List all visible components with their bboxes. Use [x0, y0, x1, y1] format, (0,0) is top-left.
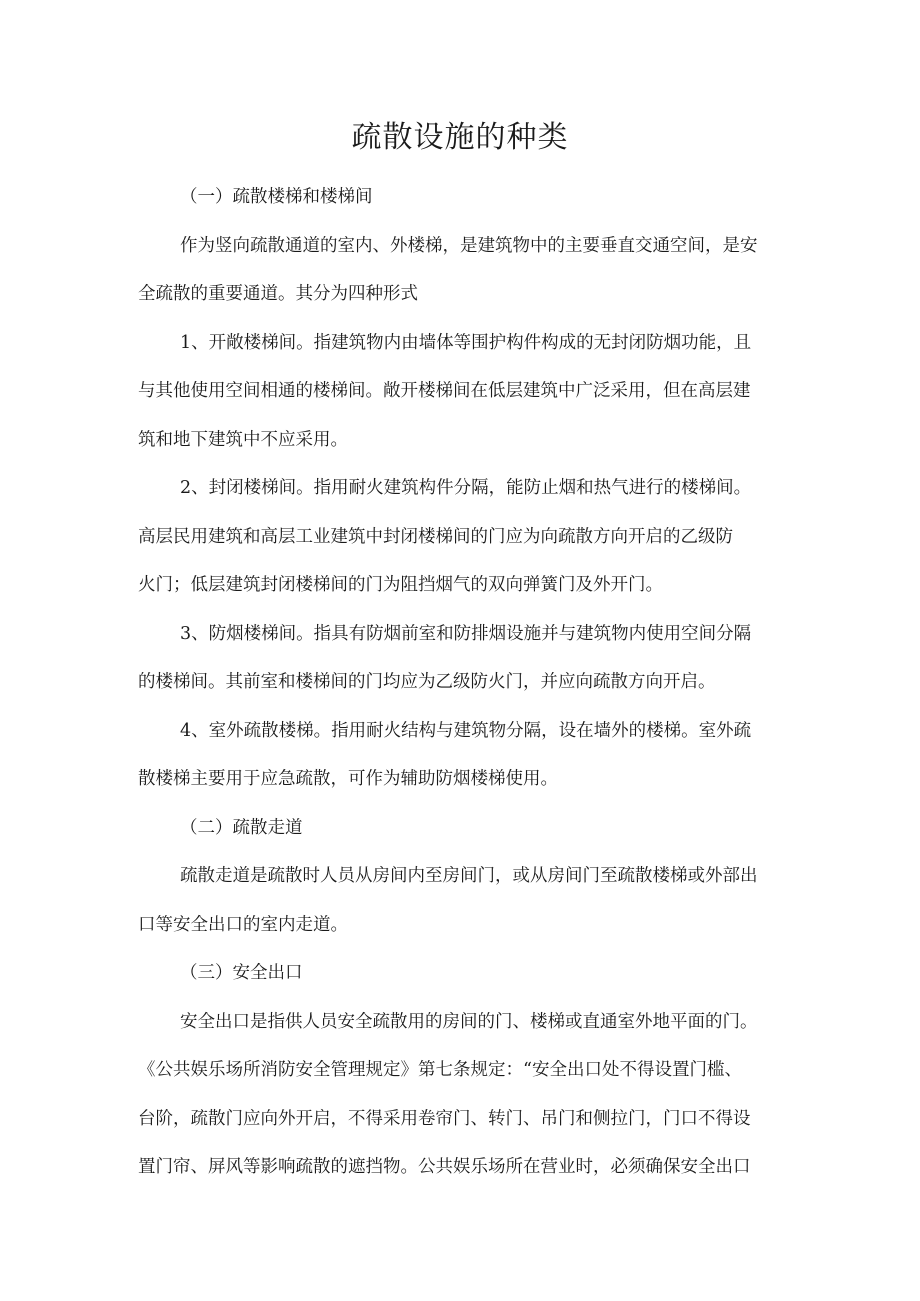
paragraph-line: 3、防烟楼梯间。指具有防烟前室和防排烟设施并与建筑物内使用空间分隔 — [180, 623, 752, 644]
paragraph-line: 置门帘、屏风等影响疏散的遮挡物。公共娱乐场所在营业时，必须确保安全出口 — [138, 1157, 751, 1177]
paragraph — [138, 173, 786, 222]
paragraph — [138, 852, 786, 949]
paragraph-line: 与其他使用空间相通的楼梯间。敞开楼梯间在低层建筑中广泛采用，但在高层建 — [138, 381, 751, 401]
paragraph-line: 疏散走道是疏散时人员从房间内至房间门，或从房间门至疏散楼梯或外部出 — [180, 866, 758, 886]
paragraph-line: 台阶，疏散门应向外开启，不得采用卷帘门、转门、吊门和侧拉门，门口不得设 — [138, 1108, 751, 1129]
paragraph-line: 筑和地下建筑中不应采用。 — [138, 429, 348, 450]
paragraph-line: 1、开敞楼梯间。指建筑物内由墙体等围护构件构成的无封闭防烟功能，且 — [180, 332, 752, 353]
paragraph — [138, 319, 786, 465]
paragraph-line: 散楼梯主要用于应急疏散，可作为辅助防烟楼梯使用。 — [138, 769, 558, 789]
paragraph-line: 4、室外疏散楼梯。指用耐火结构与建筑物分隔，设在墙外的楼梯。室外疏 — [180, 720, 752, 741]
document-body — [138, 173, 786, 1192]
paragraph-line: 火门；低层建筑封闭楼梯间的门为阻挡烟气的双向弹簧门及外开门。 — [138, 575, 663, 595]
paragraph-line: 《公共娱乐场所消防安全管理规定》第七条规定：“安全出口处不得设置门槛、 — [138, 1060, 742, 1080]
paragraph — [138, 222, 786, 319]
paragraph — [138, 610, 786, 707]
paragraph-line: 全疏散的重要通道。其分为四种形式 — [138, 284, 418, 304]
paragraph-line: 的楼梯间。其前室和楼梯间的门均应为乙级防火门，并应向疏散方向开启。 — [138, 672, 716, 692]
paragraph-line: （三）安全出口 — [180, 963, 303, 983]
paragraph-line: （一）疏散楼梯和楼梯间 — [180, 187, 373, 207]
paragraph-line: 2、封闭楼梯间。指用耐火建筑构件分隔，能防止烟和热气进行的楼梯间。 — [180, 478, 752, 498]
paragraph — [138, 464, 786, 610]
paragraph-line: 作为竖向疏散通道的室内、外楼梯，是建筑物中的主要垂直交通空间，是安 — [180, 235, 758, 256]
document-title: 疏散设施的种类 — [351, 120, 569, 155]
paragraph-line: 口等安全出口的室内走道。 — [138, 914, 348, 935]
paragraph — [138, 998, 786, 1192]
paragraph — [138, 804, 786, 853]
paragraph-line: 安全出口是指供人员安全疏散用的房间的门、楼梯或直通室外地平面的门。 — [180, 1011, 758, 1032]
paragraph-line: （二）疏散走道 — [180, 817, 303, 838]
paragraph — [138, 949, 786, 998]
paragraph — [138, 707, 786, 804]
paragraph-line: 高层民用建筑和高层工业建筑中封闭楼梯间的门应为向疏散方向开启的乙级防 — [138, 526, 733, 547]
